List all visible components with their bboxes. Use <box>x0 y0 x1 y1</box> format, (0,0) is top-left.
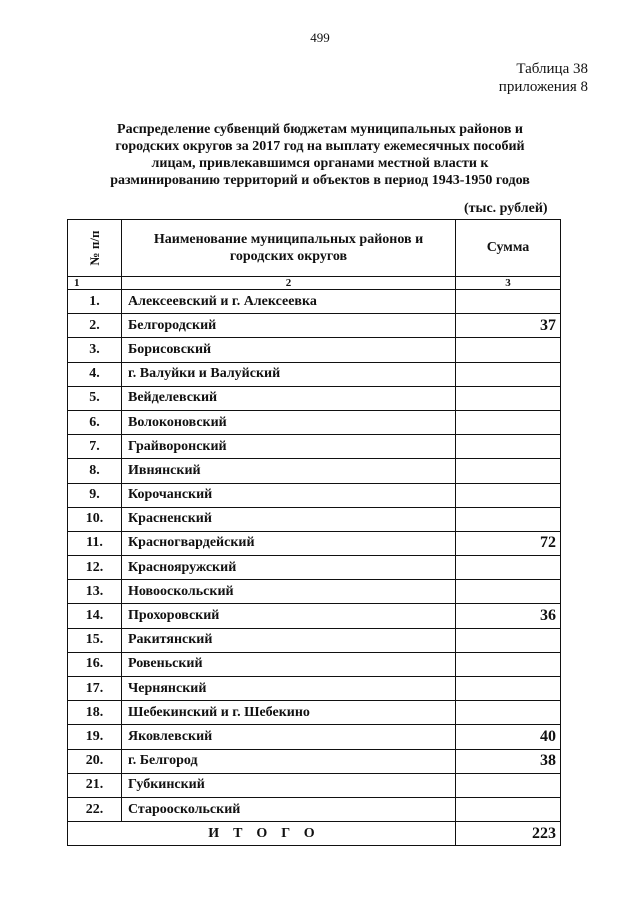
table-label <box>499 60 588 96</box>
table-header-row <box>68 220 561 277</box>
row-name: Красненский <box>122 507 456 531</box>
row-sum <box>456 652 561 676</box>
row-num: 5. <box>68 386 122 410</box>
row-num: 2. <box>68 314 122 338</box>
row-num: 20. <box>68 749 122 773</box>
header-name-line1: Наименование муниципальных районов и <box>153 232 424 247</box>
table-row <box>68 652 561 676</box>
row-name: Губкинский <box>122 773 456 797</box>
row-name: Алексеевский и г. Алексеевка <box>122 290 456 314</box>
row-num: 19. <box>68 725 122 749</box>
row-sum <box>456 362 561 386</box>
header-sum: Сумма <box>456 220 561 277</box>
row-name: Белгородский <box>122 314 456 338</box>
row-name: г. Белгород <box>122 749 456 773</box>
row-num: 6. <box>68 410 122 434</box>
row-name: Прохоровский <box>122 604 456 628</box>
document-title <box>70 121 570 189</box>
title-line4: разминированию территорий и объектов в период 1943-1950 годов <box>110 173 530 188</box>
column-number-3: 3 <box>456 277 561 290</box>
row-sum <box>456 556 561 580</box>
row-sum <box>456 701 561 725</box>
row-name: Грайворонский <box>122 435 456 459</box>
row-num: 22. <box>68 797 122 821</box>
title-line2: городских округов за 2017 год на выплату ежемесячных пособий <box>115 139 525 154</box>
column-number-2: 2 <box>122 277 456 290</box>
row-name: Вейделевский <box>122 386 456 410</box>
table-row <box>68 773 561 797</box>
page-number: 499 <box>310 30 330 45</box>
row-sum <box>456 507 561 531</box>
table-row <box>68 725 561 749</box>
table-row <box>68 314 561 338</box>
table-row <box>68 531 561 555</box>
row-num: 21. <box>68 773 122 797</box>
row-num: 14. <box>68 604 122 628</box>
subvention-table <box>67 219 561 846</box>
table-row <box>68 386 561 410</box>
row-num: 15. <box>68 628 122 652</box>
row-name: Красногвардейский <box>122 531 456 555</box>
table-row <box>68 749 561 773</box>
table-row <box>68 556 561 580</box>
row-num: 11. <box>68 531 122 555</box>
column-number-1: 1 <box>68 277 122 290</box>
table-row <box>68 410 561 434</box>
row-sum: 40 <box>456 725 561 749</box>
table-row <box>68 507 561 531</box>
row-sum: 37 <box>456 314 561 338</box>
table-row <box>68 435 561 459</box>
title-line3: лицам, привлекавшимся органами местной власти к <box>151 156 489 171</box>
row-num: 18. <box>68 701 122 725</box>
row-num: 16. <box>68 652 122 676</box>
column-number-row <box>68 277 561 290</box>
row-sum <box>456 290 561 314</box>
row-num: 13. <box>68 580 122 604</box>
row-name: Ивнянский <box>122 459 456 483</box>
header-name-line2: городских округов <box>229 249 348 264</box>
row-name: Чернянский <box>122 677 456 701</box>
total-sum: 223 <box>456 822 561 846</box>
total-label: ИТОГО <box>68 822 456 846</box>
row-num: 10. <box>68 507 122 531</box>
row-name: Шебекинский и г. Шебекино <box>122 701 456 725</box>
table-row <box>68 338 561 362</box>
units-label: (тыс. рублей) <box>464 201 548 216</box>
row-sum <box>456 386 561 410</box>
header-num-label: № п/п <box>86 230 102 266</box>
table-label-line1: Таблица 38 <box>516 61 588 77</box>
row-num: 1. <box>68 290 122 314</box>
row-name: г. Валуйки и Валуйский <box>122 362 456 386</box>
row-name: Новооскольский <box>122 580 456 604</box>
table-row <box>68 604 561 628</box>
row-sum <box>456 773 561 797</box>
header-num <box>68 220 122 277</box>
row-sum <box>456 435 561 459</box>
row-num: 17. <box>68 677 122 701</box>
row-num: 9. <box>68 483 122 507</box>
row-sum <box>456 410 561 434</box>
row-num: 12. <box>68 556 122 580</box>
table-row <box>68 628 561 652</box>
table-row <box>68 290 561 314</box>
row-sum <box>456 483 561 507</box>
total-row <box>68 822 561 846</box>
table-row <box>68 459 561 483</box>
row-sum <box>456 338 561 362</box>
row-num: 7. <box>68 435 122 459</box>
row-sum <box>456 580 561 604</box>
table-label-line2: приложения 8 <box>498 79 588 95</box>
row-name: Старооскольский <box>122 797 456 821</box>
row-sum <box>456 797 561 821</box>
table-row <box>68 483 561 507</box>
table-row <box>68 677 561 701</box>
title-line1: Распределение субвенций бюджетам муниципальных районов и <box>117 122 523 137</box>
header-name <box>122 220 456 277</box>
row-sum: 36 <box>456 604 561 628</box>
row-sum <box>456 628 561 652</box>
row-sum <box>456 459 561 483</box>
row-name: Ровеньский <box>122 652 456 676</box>
row-name: Краснояружский <box>122 556 456 580</box>
row-name: Волоконовский <box>122 410 456 434</box>
row-num: 4. <box>68 362 122 386</box>
row-name: Корочанский <box>122 483 456 507</box>
row-num: 3. <box>68 338 122 362</box>
table-row <box>68 797 561 821</box>
table-row <box>68 362 561 386</box>
row-sum: 72 <box>456 531 561 555</box>
row-name: Ракитянский <box>122 628 456 652</box>
row-num: 8. <box>68 459 122 483</box>
row-name: Борисовский <box>122 338 456 362</box>
row-name: Яковлевский <box>122 725 456 749</box>
table-row <box>68 580 561 604</box>
row-sum <box>456 677 561 701</box>
table-row <box>68 701 561 725</box>
row-sum: 38 <box>456 749 561 773</box>
